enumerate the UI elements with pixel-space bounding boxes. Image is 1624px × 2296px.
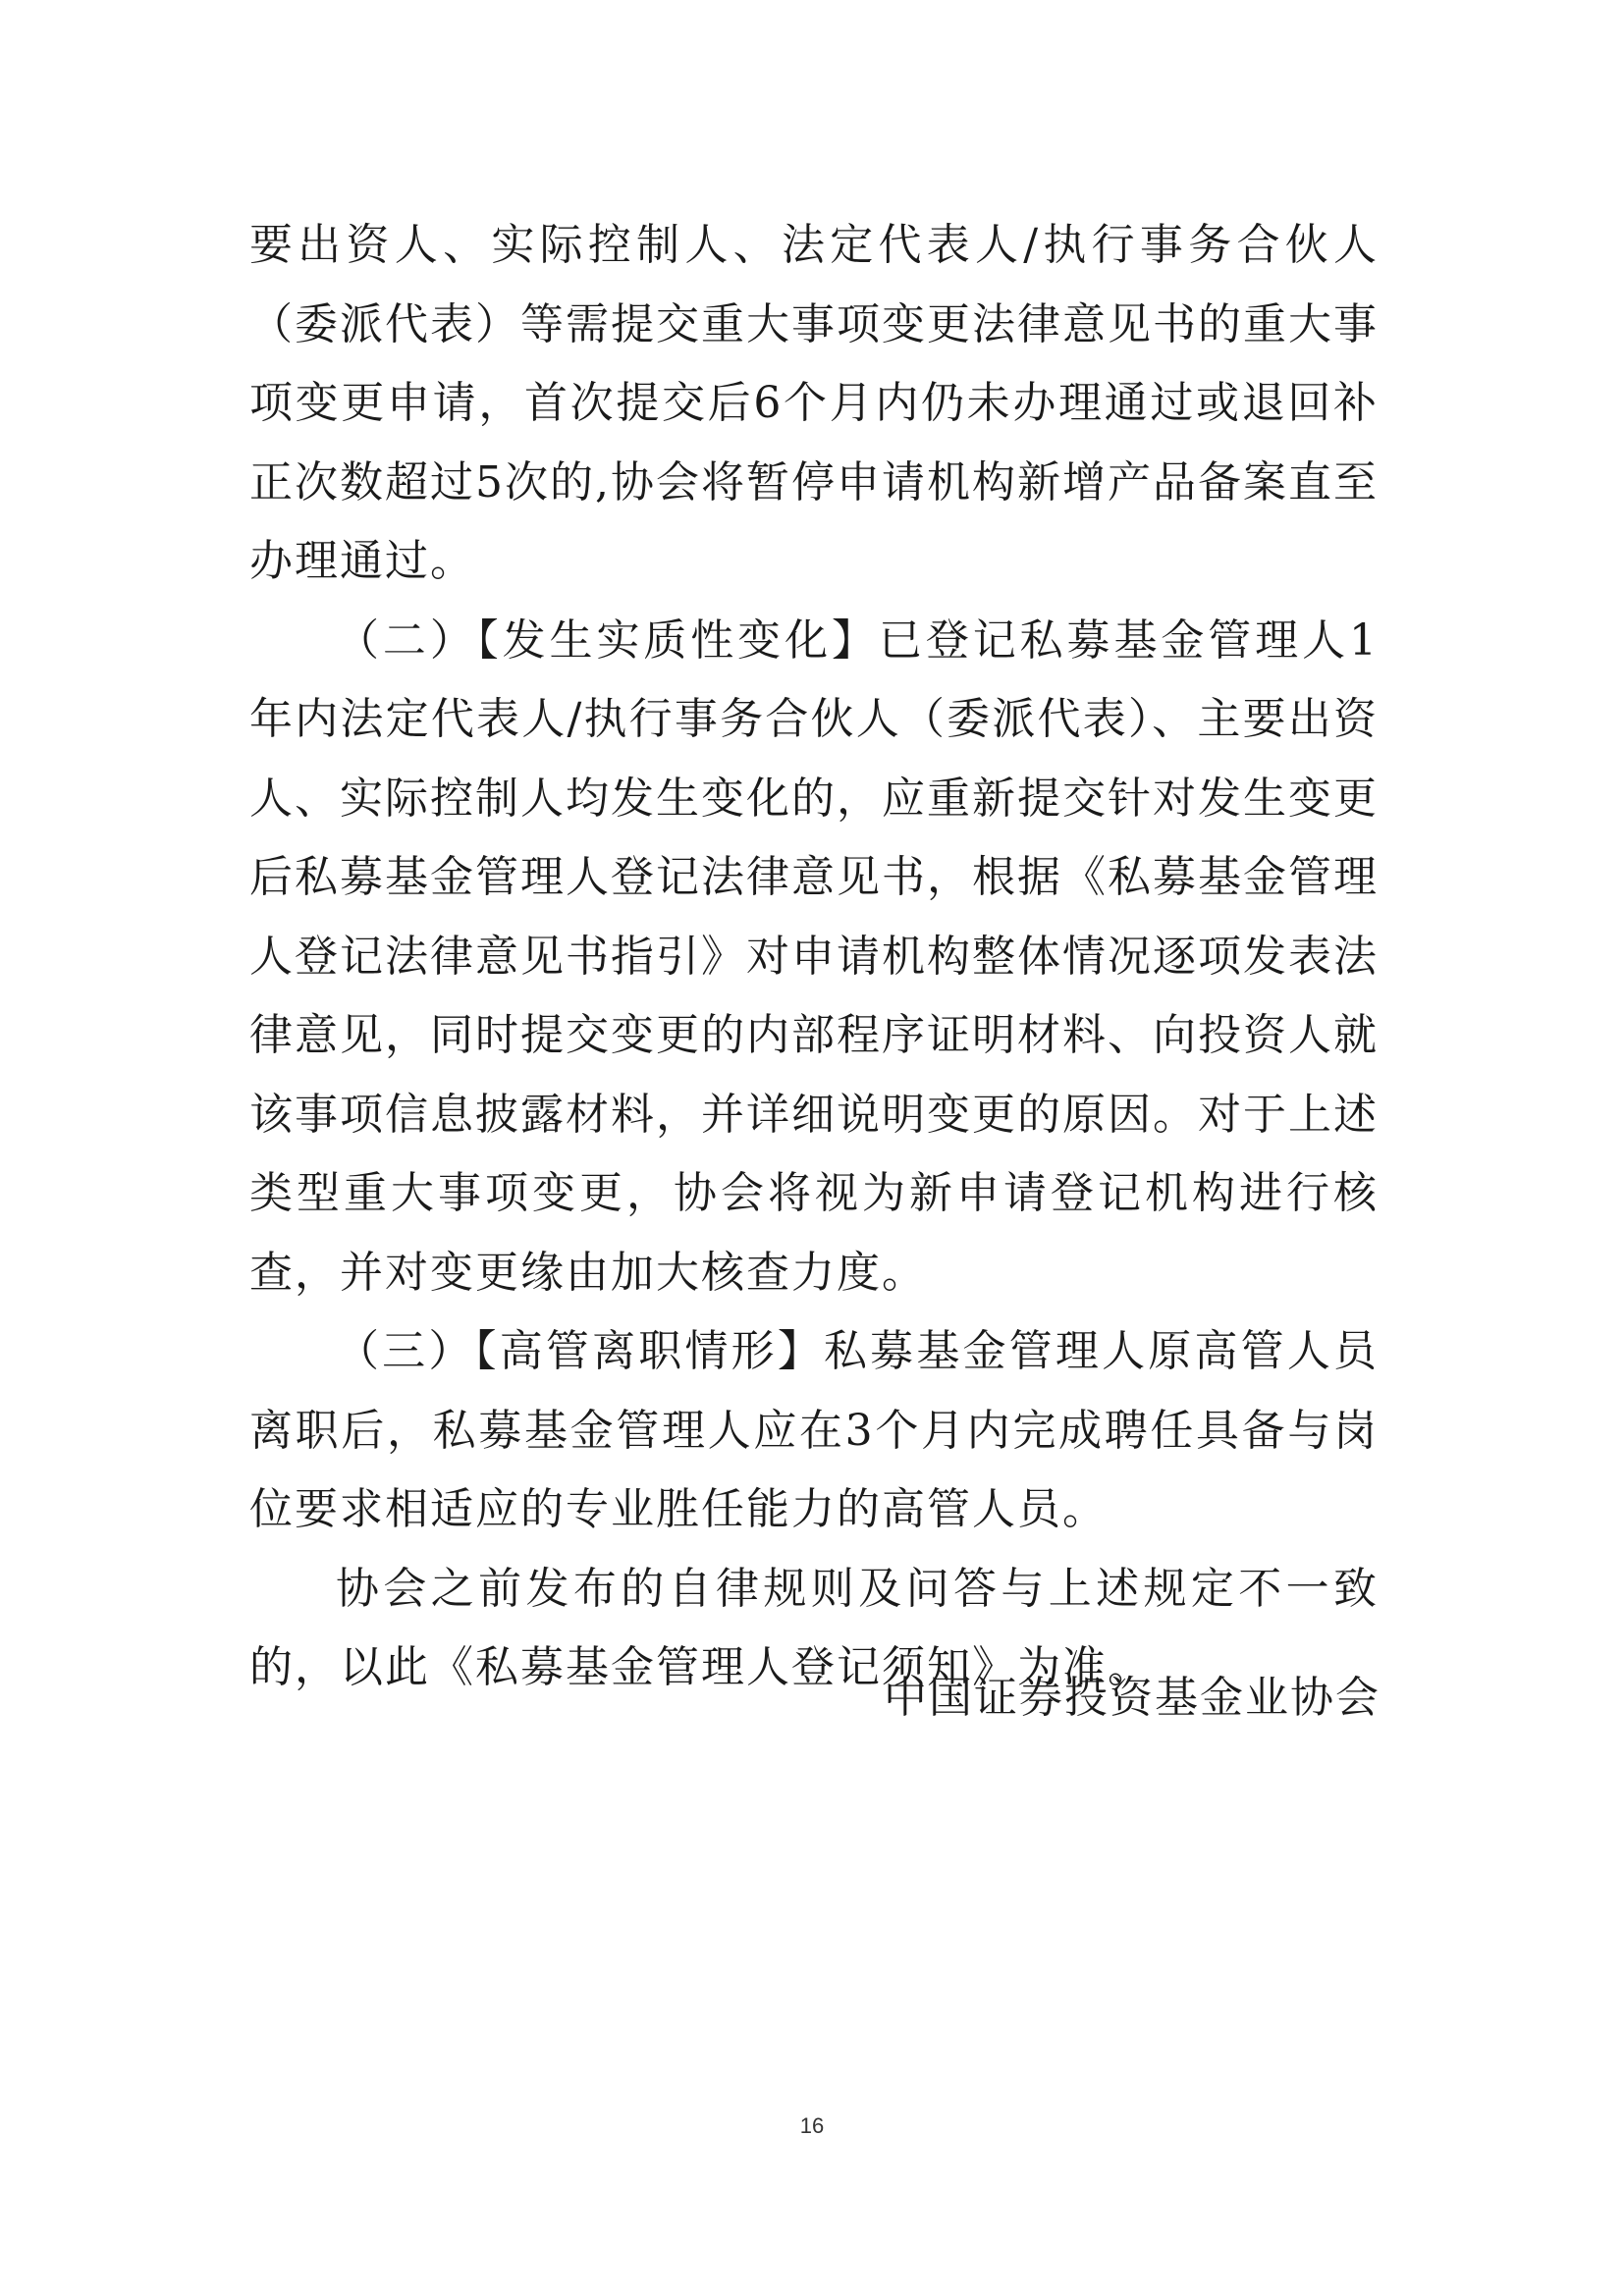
paragraph-continuation: 要出资人、实际控制人、法定代表人/执行事务合伙人（委派代表）等需提交重大事项变更法律意见书的重大事项变更申请，首次提交后6个月内仍未办理通过或退回补正次数超过5次的,协会将暂停申请机构新增产品备案直至办理通过。 [249, 220, 1379, 586]
page-number: 16 [799, 2113, 825, 2138]
paragraph-item-2: （二）【发生实质性变化】已登记私募基金管理人1年内法定代表人/执行事务合伙人（委派代表）、主要出资人、实际控制人均发生变化的，应重新提交针对发生变更后私募基金管理人登记法律意见书，根据《私募基金管理人登记法律意见书指引》对申请机构整体情况逐项发表法律意见，同时提交变更的内部程序证明材料、向投资人就该事项信息披露材料，并详细说明变更的原因。对于上述类型重大事项变更，协会将视为新申请登记机构进行核查，并对变更缘由加大核查力度。 [249, 614, 1379, 1298]
paragraph-item-3: （三）【高管离职情形】私募基金管理人原高管人员离职后，私募基金管理人应在3个月内完成聘任具备与岗位要求相适应的专业胜任能力的高管人员。 [249, 1326, 1379, 1534]
paragraph-closing: 协会之前发布的自律规则及问答与上述规定不一致的，以此《私募基金管理人登记须知》为准。 [249, 1563, 1379, 1692]
issuer-signature: 中国证券投资基金业协会 [884, 1673, 1380, 1723]
body-text [249, 206, 1379, 1708]
